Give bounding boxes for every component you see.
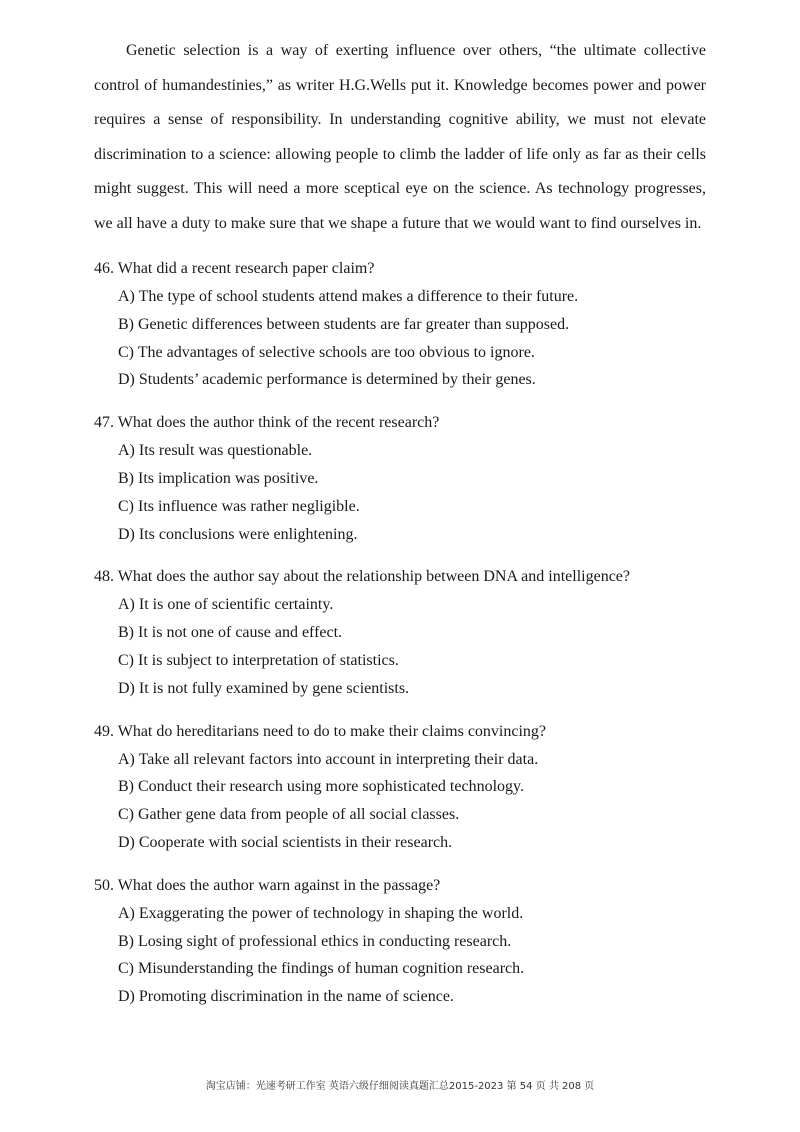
option-b: B) Its implication was positive. bbox=[118, 469, 319, 487]
option-list bbox=[94, 283, 706, 394]
option-a: A) Its result was questionable. bbox=[118, 442, 313, 460]
question-stem: 49. What do hereditarians need to do to make their claims convincing? bbox=[94, 722, 547, 740]
question-46 bbox=[94, 255, 706, 394]
question-stem: 50. What does the author warn against in the passage? bbox=[94, 876, 441, 894]
option-list bbox=[94, 591, 706, 702]
question-49 bbox=[94, 718, 706, 857]
option-b: B) Genetic differences between students are far greater than supposed. bbox=[118, 315, 570, 333]
option-list bbox=[94, 437, 706, 548]
option-a: A) Take all relevant factors into account in interpreting their data. bbox=[118, 750, 539, 768]
option-d: D) It is not fully examined by gene scientists. bbox=[118, 679, 410, 697]
question-list bbox=[94, 255, 706, 1026]
option-c: C) The advantages of selective schools are too obvious to ignore. bbox=[118, 343, 535, 361]
option-b: B) It is not one of cause and effect. bbox=[118, 624, 343, 642]
option-a: A) The type of school students attend makes a difference to their future. bbox=[118, 288, 579, 305]
question-48 bbox=[94, 563, 706, 702]
option-c: C) Gather gene data from people of all social classes. bbox=[118, 806, 460, 824]
page-footer: 淘宝店铺：光速考研工作室 英语六级仔细阅读真题汇总2015-2023 第 54 页 共 208 页 bbox=[205, 1081, 595, 1092]
option-c: C) Its influence was rather negligible. bbox=[118, 497, 360, 515]
option-list bbox=[94, 746, 706, 857]
option-c: C) It is subject to interpretation of statistics. bbox=[118, 651, 399, 669]
option-d: D) Promoting discrimination in the name of science. bbox=[118, 988, 454, 1006]
option-d: D) Cooperate with social scientists in their research. bbox=[118, 833, 453, 851]
option-c: C) Misunderstanding the findings of human cognition research. bbox=[118, 960, 525, 978]
option-a: A) It is one of scientific certainty. bbox=[118, 596, 334, 614]
option-a: A) Exaggerating the power of technology in shaping the world. bbox=[118, 904, 524, 922]
option-b: B) Losing sight of professional ethics in conducting research. bbox=[118, 932, 512, 950]
question-47 bbox=[94, 409, 706, 548]
question-stem: 48. What does the author say about the relationship between DNA and intelligence? bbox=[94, 568, 630, 586]
option-d: D) Its conclusions were enlightening. bbox=[118, 525, 358, 543]
option-d: D) Students’ academic performance is determined by their genes. bbox=[118, 371, 536, 389]
question-50 bbox=[94, 872, 706, 1011]
option-list bbox=[94, 900, 706, 1011]
passage-paragraph: Genetic selection is a way of exerting influence over others, “the ultimate collective control of humandestinies,” as writer H.G.Wells put it. Knowledge becomes power and power requires a sense of responsibility. In understanding cognitive ability, we must not elevate discrimination to a science: allowing people to climb the ladder of life only as far as their cells might suggest. This will need a more sceptical eye on the science. As technology progresses, we all have a duty to make sure that we shape a future that we would want to find ourselves in. bbox=[94, 42, 706, 232]
question-stem: 47. What does the author think of the recent research? bbox=[94, 414, 440, 432]
option-b: B) Conduct their research using more sophisticated technology. bbox=[118, 778, 524, 796]
question-stem: 46. What did a recent research paper claim? bbox=[94, 260, 375, 277]
